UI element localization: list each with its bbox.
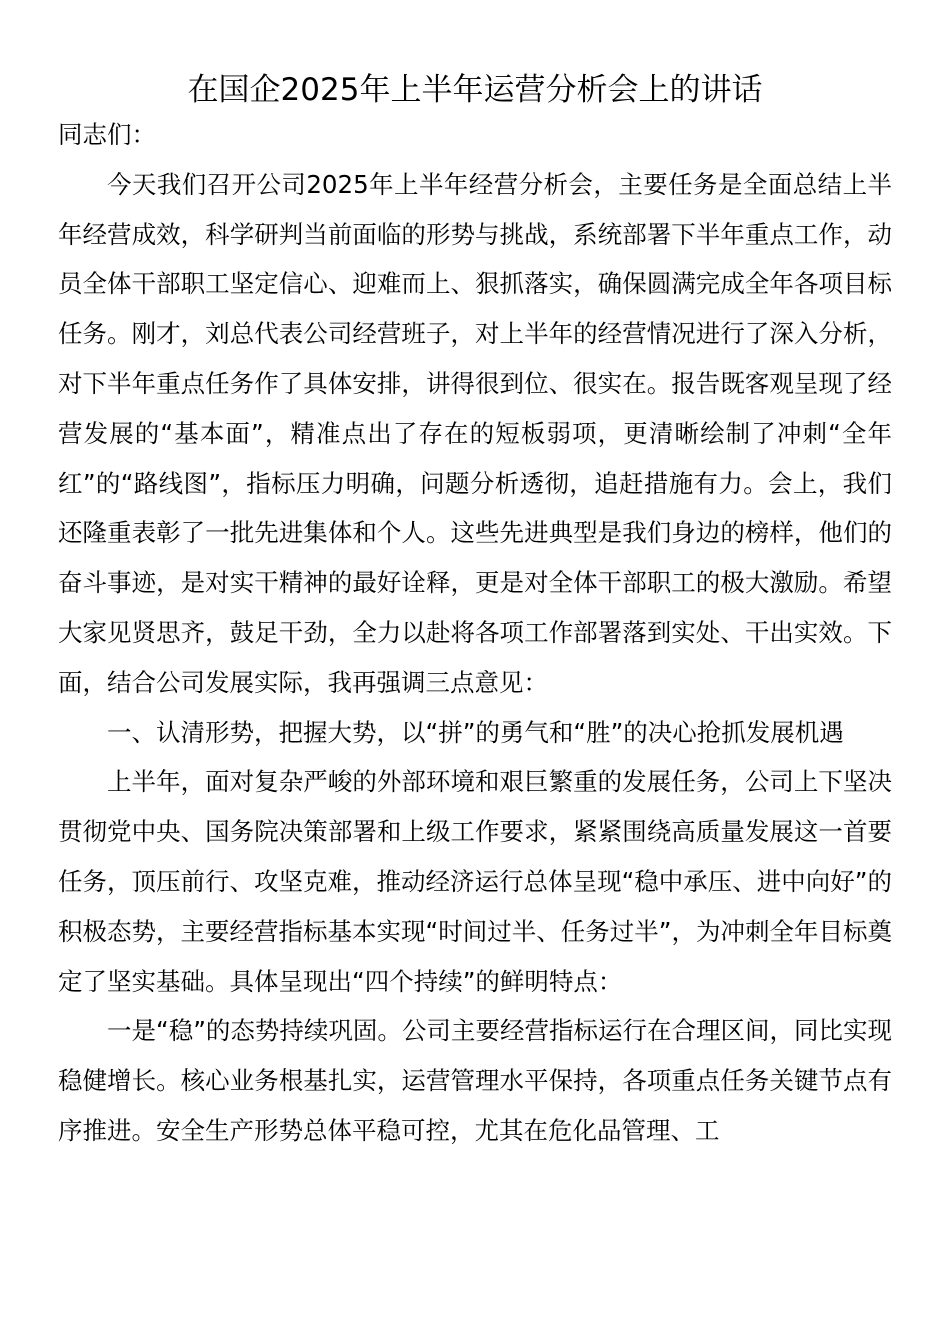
- document-title: 在国企2025年上半年运营分析会上的讲话: [187, 72, 763, 108]
- paragraph-intro: 今天我们召开公司2025年上半年经营分析会，主要任务是全面总结上半年经营成效，科学研判当前面临的形势与挑战，系统部署下半年重点工作，动员全体干部职工坚定信心、迎难而上、狠抓落实，确保圆满完成全年各项目标任务。刚才，刘总代表公司经营班子，对上半年的经营情况进行了深入分析，对下半年重点任务作了具体安排，讲得很到位、很实在。报告既客观呈现了经营发展的“基本面”，精准点出了存在的短板弱项，更清晰绘制了冲刺“全年红”的“路线图”，指标压力明确，问题分析透彻，追赶措施有力。会上，我们还隆重表彰了一批先进集体和个人。这些先进典型是我们身边的榜样，他们的奋斗事迹，是对实干精神的最好诠释，更是对全体干部职工的极大激励。希望大家见贤思齐，鼓足干劲，全力以赴将各项工作部署落到实处、干出实效。下面，结合公司发展实际，我再强调三点意见：: [58, 169, 892, 697]
- section-heading-1: 一、认清形势，把握大势，以“拼”的勇气和“胜”的决心抢抓发展机遇: [107, 717, 844, 747]
- document-page: [58, 66, 892, 1156]
- paragraph-stability-point: 一是“稳”的态势持续巩固。公司主要经营指标运行在合理区间，同比实现稳健增长。核心业务根基扎实，运营管理水平保持，各项重点任务关键节点有序推进。安全生产形势总体平稳可控，尤其在危化品管理、工: [58, 1016, 892, 1145]
- salutation: 同志们：: [58, 120, 156, 149]
- paragraph-first-half-review: 上半年，面对复杂严峻的外部环境和艰巨繁重的发展任务，公司上下坚决贯彻党中央、国务院决策部署和上级工作要求，紧紧围绕高质量发展这一首要任务，顶压前行、攻坚克难，推动经济运行总体呈现“稳中承压、进中向好”的积极态势，主要经营指标基本实现“时间过半、任务过半”，为冲刺全年目标奠定了坚实基础。具体呈现出“四个持续”的鲜明特点：: [58, 767, 892, 996]
